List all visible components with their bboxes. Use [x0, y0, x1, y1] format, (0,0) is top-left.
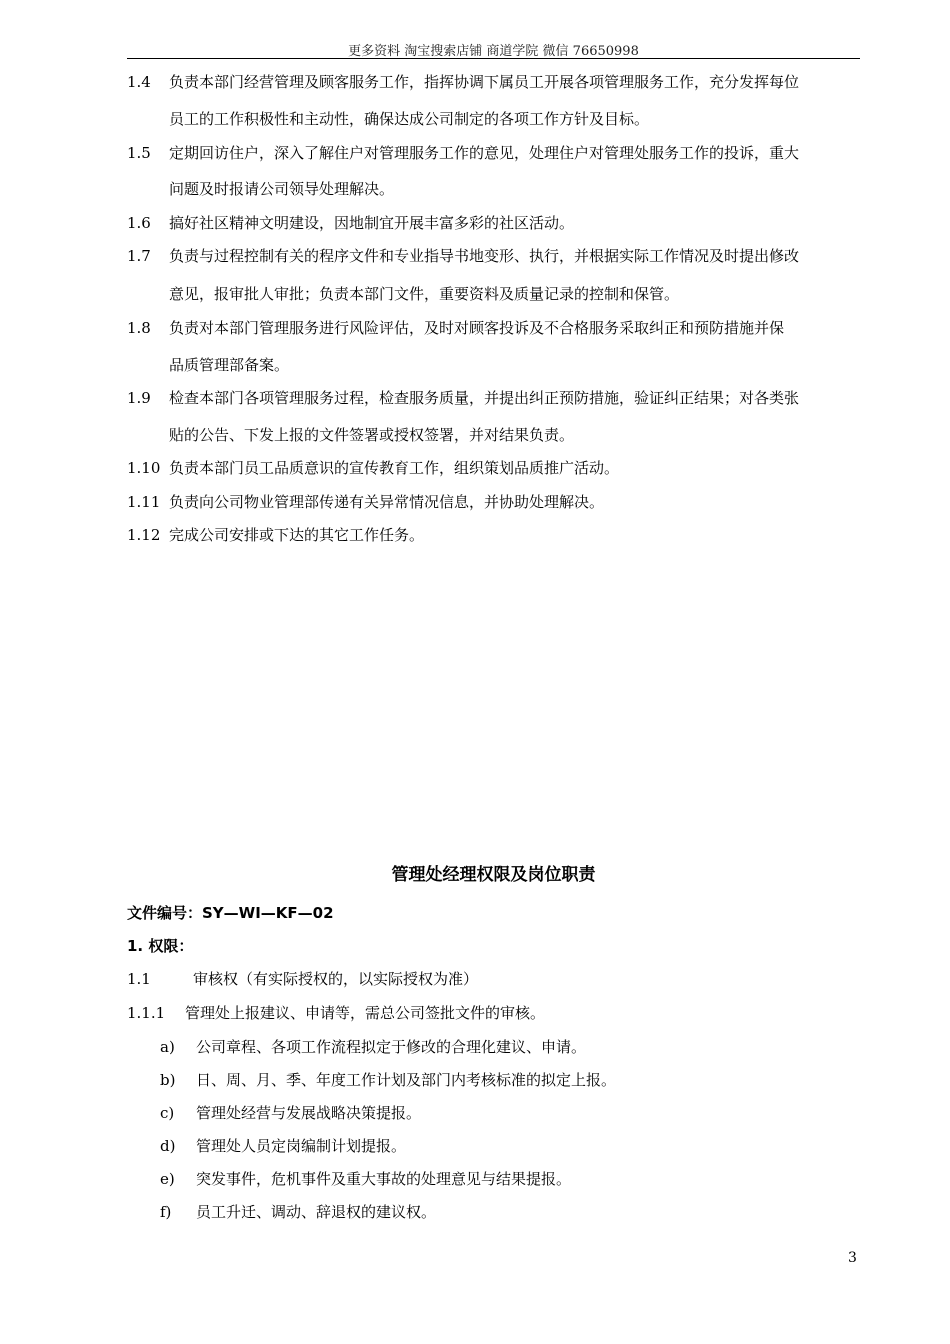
- duty-continuation: 问题及时报请公司领导处理解决。: [169, 180, 395, 198]
- duty-text: 搞好社区精神文明建设，因地制宜开展丰富多彩的社区活动。: [169, 214, 575, 232]
- list-label: a): [160, 1038, 175, 1056]
- list-item: [160, 1036, 586, 1057]
- section-title: 管理处经理权限及岗位职责: [391, 865, 596, 885]
- duty-continuation: 员工的工作积极性和主动性，确保达成公司制定的各项工作方针及目标。: [169, 110, 650, 128]
- list-item: [160, 1135, 406, 1156]
- duty-item-1-6: [127, 206, 867, 240]
- list-item: [160, 1069, 616, 1090]
- duty-item-1-9: [127, 381, 867, 415]
- duty-number: 1.4: [127, 73, 151, 91]
- duty-number: 1.11: [127, 493, 161, 511]
- duty-item-1-7: [127, 239, 867, 273]
- duty-continuation: 意见，报审批人审批；负责本部门文件，重要资料及质量记录的控制和保管。: [169, 285, 680, 303]
- list-text: 员工升迁、调动、辞退权的建议权。: [196, 1203, 437, 1221]
- subsection-number: 1.1: [127, 970, 151, 988]
- duty-number: 1.9: [127, 389, 151, 407]
- duty-text: 检查本部门各项管理服务过程，检查服务质量，并提出纠正预防措施，验证纠正结果；对各类张: [169, 389, 800, 407]
- duty-item-1-8: [127, 311, 867, 345]
- list-text: 公司章程、各项工作流程拟定于修改的合理化建议、申请。: [196, 1038, 587, 1056]
- duty-number: 1.6: [127, 214, 151, 232]
- duty-number: 1.10: [127, 459, 161, 477]
- subsection-text: 审核权（有实际授权的，以实际授权为准）: [193, 970, 479, 988]
- page-number: 3: [848, 1250, 857, 1266]
- subsection-1-1-1: [127, 1002, 545, 1023]
- list-text: 突发事件，危机事件及重大事故的处理意见与结果提报。: [196, 1170, 572, 1188]
- subsection-text: 管理处上报建议、申请等，需总公司签批文件的审核。: [185, 1004, 546, 1022]
- duty-item-1-10: [127, 451, 867, 485]
- duty-item-1-12: [127, 518, 867, 552]
- duty-number: 1.7: [127, 247, 151, 265]
- list-text: 管理处经营与发展战略决策提报。: [196, 1104, 422, 1122]
- list-item: [160, 1168, 571, 1189]
- page-header: 更多资料 淘宝搜索店铺 商道学院 微信 76650998: [348, 44, 639, 59]
- duty-number: 1.12: [127, 526, 161, 544]
- duty-item-1-4: [127, 65, 867, 99]
- duty-text: 完成公司安排或下达的其它工作任务。: [169, 526, 425, 544]
- duty-continuation: 贴的公告、下发上报的文件签署或授权签署，并对结果负责。: [169, 426, 575, 444]
- section-heading: 1. 权限：: [127, 937, 194, 955]
- duty-text: 负责向公司物业管理部传递有关异常情况信息，并协助处理解决。: [169, 493, 605, 511]
- duty-number: 1.5: [127, 144, 151, 162]
- duty-text: 负责本部门员工品质意识的宣传教育工作，组织策划品质推广活动。: [169, 459, 620, 477]
- list-item: [160, 1201, 436, 1222]
- duty-continuation: 品质管理部备案。: [169, 356, 290, 374]
- list-text: 管理处人员定岗编制计划提报。: [196, 1137, 407, 1155]
- list-text: 日、周、月、季、年度工作计划及部门内考核标准的拟定上报。: [196, 1071, 617, 1089]
- list-label: f): [160, 1203, 172, 1221]
- list-label: e): [160, 1170, 175, 1188]
- duty-text: 负责本部门经营管理及顾客服务工作，指挥协调下属员工开展各项管理服务工作，充分发挥每位: [169, 73, 800, 91]
- list-item: [160, 1102, 421, 1123]
- document-number: 文件编号：SY—WI—KF—02: [127, 904, 334, 922]
- header-divider: [127, 58, 860, 59]
- list-label: c): [160, 1104, 175, 1122]
- subsection-1-1: [127, 968, 478, 989]
- duty-text: 负责与过程控制有关的程序文件和专业指导书地变形、执行，并根据实际工作情况及时提出修改: [169, 247, 800, 265]
- duty-item-1-11: [127, 485, 867, 519]
- duty-number: 1.8: [127, 319, 151, 337]
- list-label: d): [160, 1137, 176, 1155]
- duty-text: 负责对本部门管理服务进行风险评估，及时对顾客投诉及不合格服务采取纠正和预防措施并保: [169, 319, 785, 337]
- list-label: b): [160, 1071, 176, 1089]
- duty-item-1-5: [127, 136, 867, 170]
- subsection-number: 1.1.1: [127, 1004, 166, 1022]
- duty-text: 定期回访住户，深入了解住户对管理服务工作的意见，处理住户对管理处服务工作的投诉，重大: [169, 144, 800, 162]
